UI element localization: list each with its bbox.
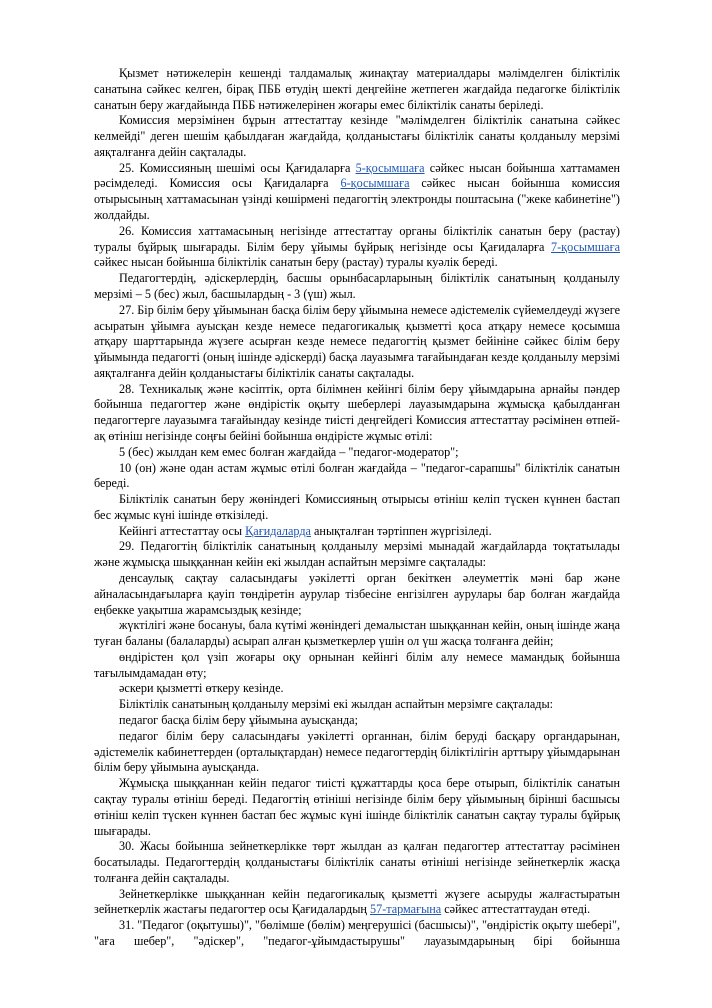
paragraph-p2 <box>94 113 620 160</box>
paragraph-text: әскери қызметті өткеру кезінде. <box>119 681 284 696</box>
paragraph-p8 <box>94 445 620 461</box>
paragraph-p13 <box>94 571 620 618</box>
paragraph-text: Комиссия мерзімінен бұрын аттестаттау кезінде "мәлімделген біліктілік санатына сәйкес келмейді" деген шешім қабылдаған жағдайда, қолданыстағы біліктілік санаты қолданылу мерзімі аяқталғанға дейін сақталады. <box>94 113 620 159</box>
paragraph-text: анықталған тәртіппен жүргізіледі. <box>310 523 492 538</box>
paragraph-p21 <box>94 839 620 886</box>
paragraph-text: Кейінгі аттестаттау осы <box>119 523 246 538</box>
paragraph-p1 <box>94 66 620 113</box>
paragraph-text: сәйкес аттестаттаудан өтеді. <box>441 902 591 917</box>
paragraph-p4 <box>94 224 620 271</box>
paragraph-text: сәйкес нысан бойынша хаттамамен рәсімделеді. Комиссия осы Қағидаларға <box>94 160 620 191</box>
paragraph-text: педагог басқа білім беру ұйымына ауысқанда; <box>119 713 358 728</box>
paragraph-p20 <box>94 776 620 839</box>
paragraph-p6 <box>94 303 620 382</box>
paragraph-text: педагог білім беру саласындағы уәкілетті органнан, білім беруді басқару органдарынан, әдістемелік кабинеттерден (орталықтардан) немесе педагогтердің біліктілігін арттыру ұйымдарынан білім беру ұйымына ауысқанда. <box>94 728 620 775</box>
reference-link[interactable]: Қағидаларда <box>245 523 311 538</box>
paragraph-text: Жұмысқа шыққаннан кейін педагог тиісті құжаттарды қоса бере отырып, біліктілік санатын сақтау туралы өтініш береді. Педагогтің өтініші негізінде білім беру ұйымының бірінші басшысы өтініш келіп түскен күннен бастап бес жұмыс күні ішінде біліктілік санатын сақтау туралы бұйрық шығарады. <box>94 776 620 838</box>
paragraph-text: 26. Комиссия хаттамасының негізінде аттестаттау органы біліктілік санатын беру (растау) туралы бұйрық шығарады. Білім беру ұйымы бұйрық негізінде осы Қағидаларға <box>94 223 620 254</box>
document-body <box>94 66 620 950</box>
paragraph-p12 <box>94 539 620 571</box>
paragraph-p3 <box>94 161 620 224</box>
paragraph-text: 29. Педагогтің біліктілік санатының қолданылу мерзімі мынадай жағдайларда тоқтатылады және жұмысқа шыққаннан кейін екі жылдан аспайтын мерзімге сақталады: <box>94 539 620 570</box>
paragraph-p19 <box>94 729 620 776</box>
paragraph-text: өндірістен қол үзіп жоғары оқу орнынан кейінгі білім алу немесе мамандық бойынша тағылымдамадан өту; <box>94 649 620 680</box>
paragraph-text: сәйкес нысан бойынша комиссия отырысының хаттамасынан үзінді көшірмені педагогтің электронды поштасына ("жеке кабинетіне") жолдайды. <box>94 176 621 223</box>
paragraph-text: Қызмет нәтижелерін кешенді талдамалық жинақтау материалдары мәлімделген біліктілік санатына сәйкес келген, бірақ ПББ өтудің шекті деңгейіне жетпеген жағдайда педагогке біліктілік санатын беру жағдайында ПББ нәтижелерінен жоғары емес біліктілік санаты беріледі. <box>94 66 620 112</box>
paragraph-p5 <box>94 271 620 303</box>
paragraph-text: 31. "Педагог (оқытушы)", "бөлімше (бөлім) меңгерушісі (басшысы)", "өндірістік оқыту шебері", "аға шебер", "әдіскер", "педагог-ұйымдастырушы" лауазымдарының бірі бойынша <box>94 918 620 948</box>
paragraph-text: Педагогтердің, әдіскерлердің, басшы орынбасарларының біліктілік санатының қолданылу мерзімі – 5 (бес) жыл, басшылардың - 3 (үш) жыл. <box>94 271 620 301</box>
paragraph-text: денсаулық сақтау саласындағы уәкілетті орган бекіткен әлеуметтік мәні бар және айналасындағыларға қауіп төндіретін аурулар тізбесіне енгізілген аурулары бар болған жағдайда еңбекке уақытша жарамсыздық кезінде; <box>94 571 620 617</box>
paragraph-text: 5 (бес) жылдан кем емес болған жағдайда – "педагог-модератор"; <box>119 444 459 459</box>
paragraph-text: 10 (он) және одан астам жұмыс өтілі болған жағдайда – "педагог-сарапшы" біліктілік санатын береді. <box>94 460 620 491</box>
paragraph-p14 <box>94 618 620 650</box>
paragraph-text: сәйкес нысан бойынша біліктілік санатын беру (растау) туралы куәлік береді. <box>94 255 498 270</box>
reference-link[interactable]: 57-тармағына <box>370 902 442 917</box>
paragraph-text: Біліктілік санатын беру жөніндегі Комиссияның отырысы өтініш келіп түскен күннен бастап бес жұмыс күні ішінде өткізіледі. <box>94 492 620 522</box>
paragraph-text: жүктілігі және босануы, бала күтімі жөніндегі демалыстан шыққаннан кейін, оның ішінде жаңа туған баланы (балаларды) асырап алған қызметкерлер үшін ол үш жасқа толғанға дейін; <box>94 618 620 649</box>
paragraph-text: 28. Техникалық және кәсіптік, орта білімнен кейінгі білім беру ұйымдарына арнайы пәндер бойынша педагогтер және өндірістік оқыту шеберлері лауазымдарына жұмысқа қабылданған педагогтерге лауазымға тағайындау кезінде тиісті деңгейдегі Комиссия аттестаттау рәсімінен өтпей-ақ өтініш негізінде соңғы бейіні бойынша өндірісте жұмыс өтілі: <box>94 381 620 443</box>
paragraph-p17 <box>94 697 620 713</box>
paragraph-text: 25. Комиссияның шешімі осы Қағидаларға <box>119 160 356 175</box>
paragraph-text: 30. Жасы бойынша зейнеткерлікке төрт жылдан аз қалған педагогтер аттестаттау рәсімінен босатылады. Педагогтердің қолданыстағы біліктілік санаты өтініші негізінде зейнеткерлік жасқа толғанға дейін сақталады. <box>94 839 620 885</box>
paragraph-p16 <box>94 681 620 697</box>
paragraph-p15 <box>94 650 620 682</box>
paragraph-p18 <box>94 713 620 729</box>
reference-link[interactable]: 6-қосымшаға <box>340 176 410 191</box>
paragraph-p9 <box>94 461 620 493</box>
paragraph-text: Зейнеткерлікке шыққаннан кейін педагогикалық қызметті жүзеге асыруды жалғастыратын зейнеткерлік жастағы педагогтер осы Қағидалардың <box>94 886 620 917</box>
paragraph-text: 27. Бір білім беру ұйымынан басқа білім беру ұйымына немесе әдістемелік сүйемелдеуді жүзеге асыратын ұйымға ауысқан кезде немесе педагогикалық қызметті қоса атқару немесе қосымша атқару шарттарында жүзеге асырған кезде немесе педагогтің қызмет бейініне сәйкес білім беру ұйымында педагогті (оның ішінде әдіскерді) басқа лауазымға тағайындаған кезде қолданылу мерзімі аяқталғанға дейін қолданыстағы біліктілік санаты сақталады. <box>94 302 620 380</box>
paragraph-p7 <box>94 382 620 445</box>
paragraph-p10 <box>94 492 620 524</box>
paragraph-p11 <box>94 524 620 540</box>
paragraph-p22 <box>94 887 620 919</box>
paragraph-text: Біліктілік санатының қолданылу мерзімі екі жылдан аспайтын мерзімге сақталады: <box>119 697 554 712</box>
paragraph-p23 <box>94 918 620 950</box>
reference-link[interactable]: 5-қосымшаға <box>355 160 425 175</box>
reference-link[interactable]: 7-қосымшаға <box>551 239 620 254</box>
